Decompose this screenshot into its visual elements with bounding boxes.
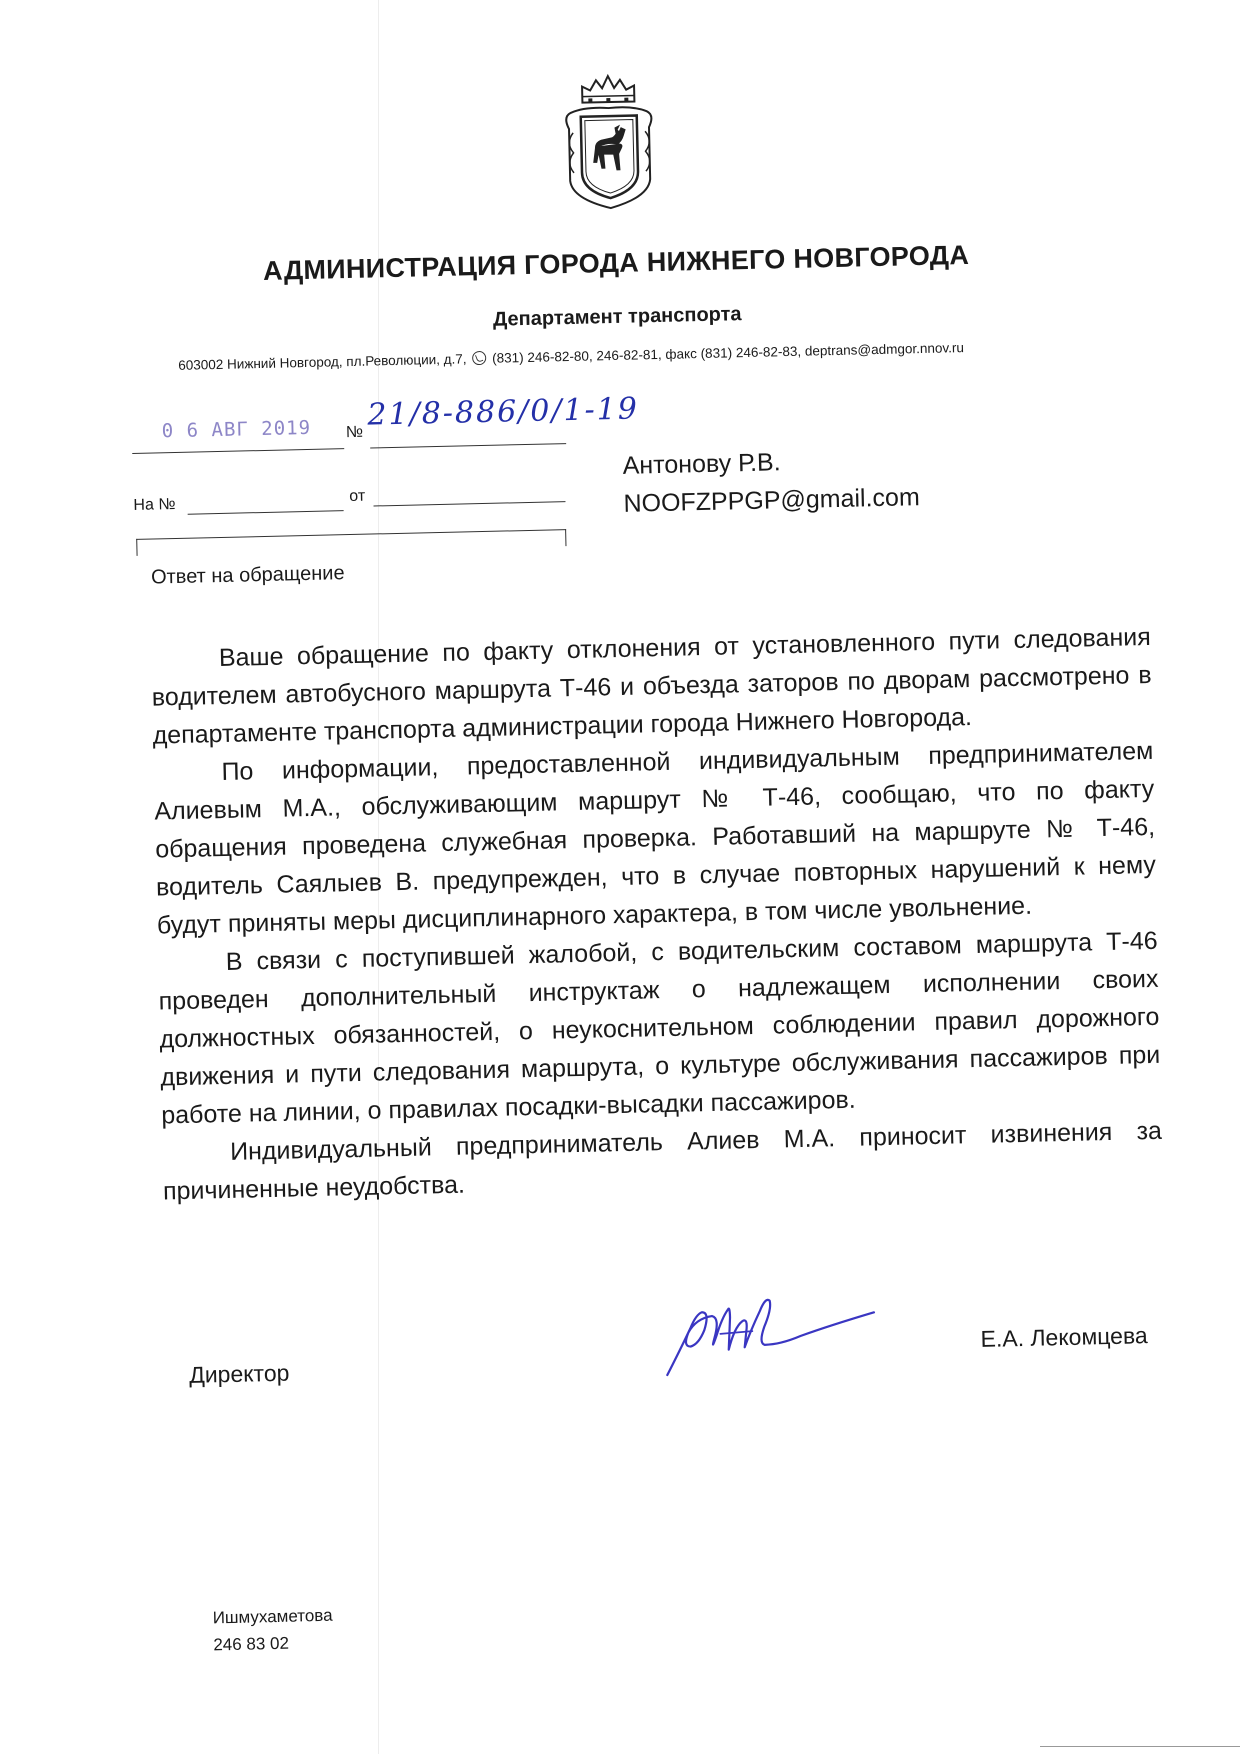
city-coat-of-arms-deer-icon <box>560 71 659 213</box>
signatory-name: Е.А. Лекомцева <box>980 1322 1148 1352</box>
executor-name: Ишмухаметова <box>212 1605 333 1628</box>
scan-edge-line <box>1040 1746 1240 1747</box>
recipient-name: Антонову Р.В. <box>622 448 781 480</box>
letter-body <box>151 618 1164 1211</box>
address-text: 603002 Нижний Новгород, пл.Революции, д.7, <box>178 351 467 373</box>
reference-number-label: На № <box>133 495 176 514</box>
letter-subject: Ответ на обращение <box>150 562 345 589</box>
reference-underline <box>188 510 344 515</box>
contact-text: (831) 246-82-80, 246-82-81, факс (831) 246-82-83, deptrans@admgor.nnov.ru <box>491 340 965 366</box>
handwritten-signature-icon <box>659 1284 881 1381</box>
body-paragraph: Ваше обращение по факту отклонения от установленного пути следования водителем автобусного маршрута Т-46 и объезда заторов по дворам рассмотрено в департаменте транспорта администрации города Нижнего Новгорода. <box>151 622 1152 750</box>
registration-date-stamp: 0 6 АВГ 2019 <box>161 416 312 443</box>
department-address <box>178 337 1078 372</box>
handwritten-registration-number: 21/8-886/0/1-19 <box>367 391 640 433</box>
body-paragraph: По информации, предоставленной индивидуальным предпринимателем Алиевым М.А., обслуживающим маршрут № Т-46, сообщаю, что по факту обращения проведена служебная проверка. Работавший на маршруте № Т-46, водитель Саялыев В. предупрежден, что в случае повторных нарушений к нему будут приняты меры дисциплинарного характера, в том числе увольнение. <box>154 736 1157 940</box>
signature-block <box>187 1278 1169 1390</box>
reference-from-label: от <box>349 487 366 506</box>
date-underline <box>132 448 344 454</box>
body-paragraph: В связи с поступившей жалобой, с водительским составом маршрута Т-46 проведен дополнительный инструктаж о надлежащем исполнении своих должностных обязанностей, о неукоснительном соблюдении правил дорожного движения и пути следования маршрута, о культуре обслуживания пассажиров при работе на линии, о правилах посадки-высадки пассажиров. <box>158 926 1161 1130</box>
department-title: Департамент транспорта <box>492 303 742 331</box>
number-underline <box>370 443 566 448</box>
body-paragraph: Индивидуальный предприниматель Алиев М.А. приносит извинения за причиненные неудобства. <box>162 1116 1163 1206</box>
phone-icon <box>472 351 486 365</box>
organization-title: АДМИНИСТРАЦИЯ ГОРОДА НИЖНЕГО НОВГОРОДА <box>262 239 970 286</box>
signatory-position: Директор <box>188 1359 290 1388</box>
executor-block <box>212 1602 333 1659</box>
recipient-block <box>622 440 920 523</box>
subject-bracket <box>136 529 566 556</box>
reference-date-underline <box>374 501 566 506</box>
executor-phone: 246 83 02 <box>213 1633 290 1655</box>
registration-number-label: № <box>345 423 364 442</box>
recipient-email: NOOFZPPGP@gmail.com <box>623 483 921 518</box>
